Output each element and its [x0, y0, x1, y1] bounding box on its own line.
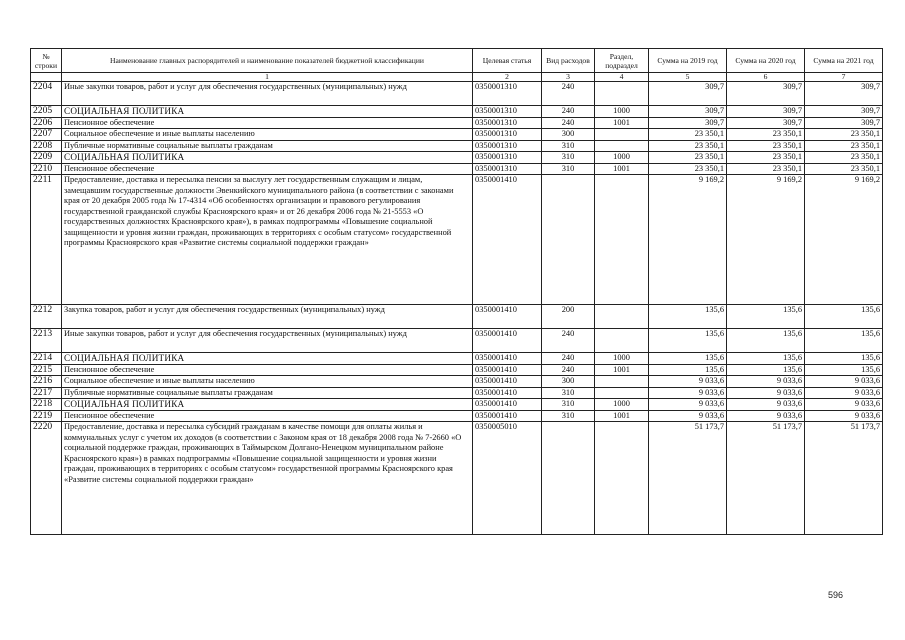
row-sum-2020: 23 350,1 [727, 129, 805, 141]
row-expense-type: 240 [542, 329, 595, 353]
row-target-article: 0350001410 [473, 305, 542, 329]
table-row [31, 82, 883, 106]
table-row [31, 422, 883, 535]
col-header-section: Раздел, подраздел [595, 49, 649, 73]
row-sum-2020: 23 350,1 [727, 163, 805, 175]
row-target-article: 0350001410 [473, 410, 542, 422]
row-number: 2205 [31, 106, 62, 118]
budget-table [30, 48, 883, 535]
table-row [31, 175, 883, 305]
row-sum-2019: 23 350,1 [649, 140, 727, 152]
table-row [31, 387, 883, 399]
table-row [31, 329, 883, 353]
column-number: 6 [727, 73, 805, 82]
row-expense-type: 310 [542, 399, 595, 411]
row-target-article: 0350001310 [473, 82, 542, 106]
row-sum-2020: 135,6 [727, 329, 805, 353]
row-name: СОЦИАЛЬНАЯ ПОЛИТИКА [62, 106, 473, 118]
row-section [595, 387, 649, 399]
table-row [31, 163, 883, 175]
row-sum-2019: 309,7 [649, 106, 727, 118]
column-number: 1 [62, 73, 473, 82]
row-sum-2019: 9 169,2 [649, 175, 727, 305]
row-target-article: 0350001410 [473, 387, 542, 399]
row-sum-2021: 9 033,6 [805, 399, 883, 411]
row-sum-2019: 135,6 [649, 353, 727, 365]
row-sum-2020: 9 169,2 [727, 175, 805, 305]
row-sum-2019: 9 033,6 [649, 376, 727, 388]
row-number: 2204 [31, 82, 62, 106]
row-target-article: 0350001310 [473, 129, 542, 141]
row-expense-type: 310 [542, 410, 595, 422]
column-number [31, 73, 62, 82]
row-number: 2211 [31, 175, 62, 305]
row-sum-2019: 23 350,1 [649, 129, 727, 141]
row-sum-2019: 309,7 [649, 82, 727, 106]
table-row [31, 106, 883, 118]
row-target-article: 0350001310 [473, 163, 542, 175]
row-target-article: 0350001310 [473, 152, 542, 164]
row-expense-type [542, 422, 595, 535]
row-sum-2021: 309,7 [805, 82, 883, 106]
row-sum-2020: 9 033,6 [727, 376, 805, 388]
row-sum-2020: 23 350,1 [727, 152, 805, 164]
row-section [595, 329, 649, 353]
row-name: Закупка товаров, работ и услуг для обеспечения государственных (муниципальных) нужд [62, 305, 473, 329]
row-number: 2207 [31, 129, 62, 141]
row-expense-type [542, 175, 595, 305]
row-target-article: 0350005010 [473, 422, 542, 535]
row-expense-type: 240 [542, 117, 595, 129]
row-sum-2020: 309,7 [727, 106, 805, 118]
row-name: Пенсионное обеспечение [62, 117, 473, 129]
row-sum-2021: 309,7 [805, 117, 883, 129]
table-row [31, 376, 883, 388]
table-row [31, 129, 883, 141]
row-sum-2021: 135,6 [805, 329, 883, 353]
row-sum-2020: 135,6 [727, 305, 805, 329]
row-target-article: 0350001310 [473, 140, 542, 152]
row-name: Социальное обеспечение и иные выплаты населению [62, 129, 473, 141]
row-sum-2021: 9 169,2 [805, 175, 883, 305]
col-header-name: Наименование главных распорядителей и наименование показателей бюджетной классификации [62, 49, 473, 73]
row-number: 2208 [31, 140, 62, 152]
column-number: 2 [473, 73, 542, 82]
row-expense-type: 300 [542, 376, 595, 388]
table-row [31, 399, 883, 411]
table-row [31, 364, 883, 376]
row-expense-type: 300 [542, 129, 595, 141]
row-target-article: 0350001410 [473, 399, 542, 411]
row-sum-2020: 135,6 [727, 353, 805, 365]
col-header-target-article: Целевая статья [473, 49, 542, 73]
row-section: 1001 [595, 117, 649, 129]
row-sum-2019: 135,6 [649, 305, 727, 329]
row-sum-2019: 9 033,6 [649, 399, 727, 411]
row-sum-2020: 309,7 [727, 82, 805, 106]
budget-table-container [30, 48, 883, 535]
row-sum-2021: 9 033,6 [805, 410, 883, 422]
row-name: Пенсионное обеспечение [62, 410, 473, 422]
row-number: 2213 [31, 329, 62, 353]
row-section [595, 422, 649, 535]
row-sum-2020: 23 350,1 [727, 140, 805, 152]
row-target-article: 0350001410 [473, 376, 542, 388]
row-name: Пенсионное обеспечение [62, 364, 473, 376]
row-expense-type: 240 [542, 353, 595, 365]
row-section: 1000 [595, 152, 649, 164]
row-name: Иные закупки товаров, работ и услуг для обеспечения государственных (муниципальных) нужд [62, 329, 473, 353]
row-sum-2021: 135,6 [805, 353, 883, 365]
row-sum-2021: 135,6 [805, 364, 883, 376]
row-section: 1000 [595, 106, 649, 118]
row-sum-2020: 9 033,6 [727, 399, 805, 411]
row-section [595, 175, 649, 305]
row-sum-2020: 51 173,7 [727, 422, 805, 535]
row-section: 1001 [595, 410, 649, 422]
row-number: 2218 [31, 399, 62, 411]
row-sum-2019: 23 350,1 [649, 152, 727, 164]
row-number: 2216 [31, 376, 62, 388]
row-sum-2021: 9 033,6 [805, 387, 883, 399]
row-sum-2021: 23 350,1 [805, 129, 883, 141]
table-row [31, 353, 883, 365]
column-numbering-row [31, 73, 883, 82]
col-header-sum-2020: Сумма на 2020 год [727, 49, 805, 73]
row-section [595, 82, 649, 106]
table-row [31, 152, 883, 164]
row-number: 2212 [31, 305, 62, 329]
row-section [595, 140, 649, 152]
column-number: 4 [595, 73, 649, 82]
row-sum-2020: 9 033,6 [727, 410, 805, 422]
row-sum-2021: 23 350,1 [805, 140, 883, 152]
row-name: Предоставление, доставка и пересылка субсидий гражданам в качестве помощи для оплаты жилья и коммунальных услуг с учетом их доходов (в соответствии с Законом края от 18 декабря 2008 года № 7-2660 «О социальной поддержке граждан, проживающих в Таймырском Долгано-Ненецком муниципальном районе Красноярского края») в рамках подпрограммы «Повышение социальной защищенности и уровня жизни граждан, проживающих в территориях с особым статусом» государственной программы Красноярского края «Развитие системы социальной поддержки граждан» [62, 422, 473, 535]
row-expense-type: 240 [542, 364, 595, 376]
row-expense-type: 200 [542, 305, 595, 329]
row-expense-type: 310 [542, 140, 595, 152]
row-name: Предоставление, доставка и пересылка пенсии за выслугу лет государственным служащим и лицам, замещавшим государственные должности Эвенкийского муниципального района (в соответствии с законами края от 20 декабря 2005 года № 17-4314 «Об особенностях организации и правового регулирования государственной гражданской службы Красноярского края» и от 26 декабря 2006 года № 21-5553 «О государственных должностях Красноярского края»), в рамках подпрограммы «Повышение социальной защищенности и уровня жизни граждан, проживающих в территориях с особым статусом» государственной программы Красноярского края «Развитие системы социальной поддержки граждан» [62, 175, 473, 305]
row-sum-2019: 309,7 [649, 117, 727, 129]
row-sum-2020: 309,7 [727, 117, 805, 129]
column-number: 3 [542, 73, 595, 82]
row-section [595, 305, 649, 329]
row-section: 1000 [595, 353, 649, 365]
row-section [595, 129, 649, 141]
page-number: 596 [828, 590, 844, 600]
row-name: СОЦИАЛЬНАЯ ПОЛИТИКА [62, 152, 473, 164]
row-expense-type: 240 [542, 106, 595, 118]
row-expense-type: 310 [542, 163, 595, 175]
row-name: Публичные нормативные социальные выплаты гражданам [62, 140, 473, 152]
row-name: Иные закупки товаров, работ и услуг для обеспечения государственных (муниципальных) нужд [62, 82, 473, 106]
row-number: 2219 [31, 410, 62, 422]
row-expense-type: 240 [542, 82, 595, 106]
row-target-article: 0350001310 [473, 106, 542, 118]
row-number: 2214 [31, 353, 62, 365]
column-number: 7 [805, 73, 883, 82]
table-body [31, 82, 883, 535]
row-section [595, 376, 649, 388]
table-row [31, 140, 883, 152]
row-sum-2019: 135,6 [649, 329, 727, 353]
row-section: 1001 [595, 364, 649, 376]
row-number: 2210 [31, 163, 62, 175]
row-target-article: 0350001410 [473, 329, 542, 353]
row-sum-2021: 9 033,6 [805, 376, 883, 388]
row-number: 2206 [31, 117, 62, 129]
row-number: 2209 [31, 152, 62, 164]
row-sum-2019: 135,6 [649, 364, 727, 376]
row-name: СОЦИАЛЬНАЯ ПОЛИТИКА [62, 399, 473, 411]
col-header-sum-2019: Сумма на 2019 год [649, 49, 727, 73]
row-sum-2021: 135,6 [805, 305, 883, 329]
row-expense-type: 310 [542, 152, 595, 164]
row-sum-2020: 9 033,6 [727, 387, 805, 399]
row-sum-2021: 309,7 [805, 106, 883, 118]
row-number: 2220 [31, 422, 62, 535]
row-expense-type: 310 [542, 387, 595, 399]
row-sum-2021: 51 173,7 [805, 422, 883, 535]
row-target-article: 0350001310 [473, 117, 542, 129]
row-name: Пенсионное обеспечение [62, 163, 473, 175]
row-name: СОЦИАЛЬНАЯ ПОЛИТИКА [62, 353, 473, 365]
col-header-no: № строки [31, 49, 62, 73]
row-sum-2019: 9 033,6 [649, 387, 727, 399]
column-number: 5 [649, 73, 727, 82]
row-section: 1001 [595, 163, 649, 175]
row-sum-2020: 135,6 [727, 364, 805, 376]
col-header-sum-2021: Сумма на 2021 год [805, 49, 883, 73]
row-name: Публичные нормативные социальные выплаты гражданам [62, 387, 473, 399]
row-sum-2019: 23 350,1 [649, 163, 727, 175]
row-target-article: 0350001410 [473, 353, 542, 365]
table-row [31, 305, 883, 329]
row-sum-2021: 23 350,1 [805, 152, 883, 164]
row-section: 1000 [595, 399, 649, 411]
row-number: 2217 [31, 387, 62, 399]
table-row [31, 117, 883, 129]
row-sum-2021: 23 350,1 [805, 163, 883, 175]
row-target-article: 0350001410 [473, 364, 542, 376]
row-name: Социальное обеспечение и иные выплаты населению [62, 376, 473, 388]
row-sum-2019: 51 173,7 [649, 422, 727, 535]
row-target-article: 0350001410 [473, 175, 542, 305]
row-number: 2215 [31, 364, 62, 376]
col-header-expense-type: Вид расходов [542, 49, 595, 73]
table-row [31, 410, 883, 422]
row-sum-2019: 9 033,6 [649, 410, 727, 422]
header-row [31, 49, 883, 73]
